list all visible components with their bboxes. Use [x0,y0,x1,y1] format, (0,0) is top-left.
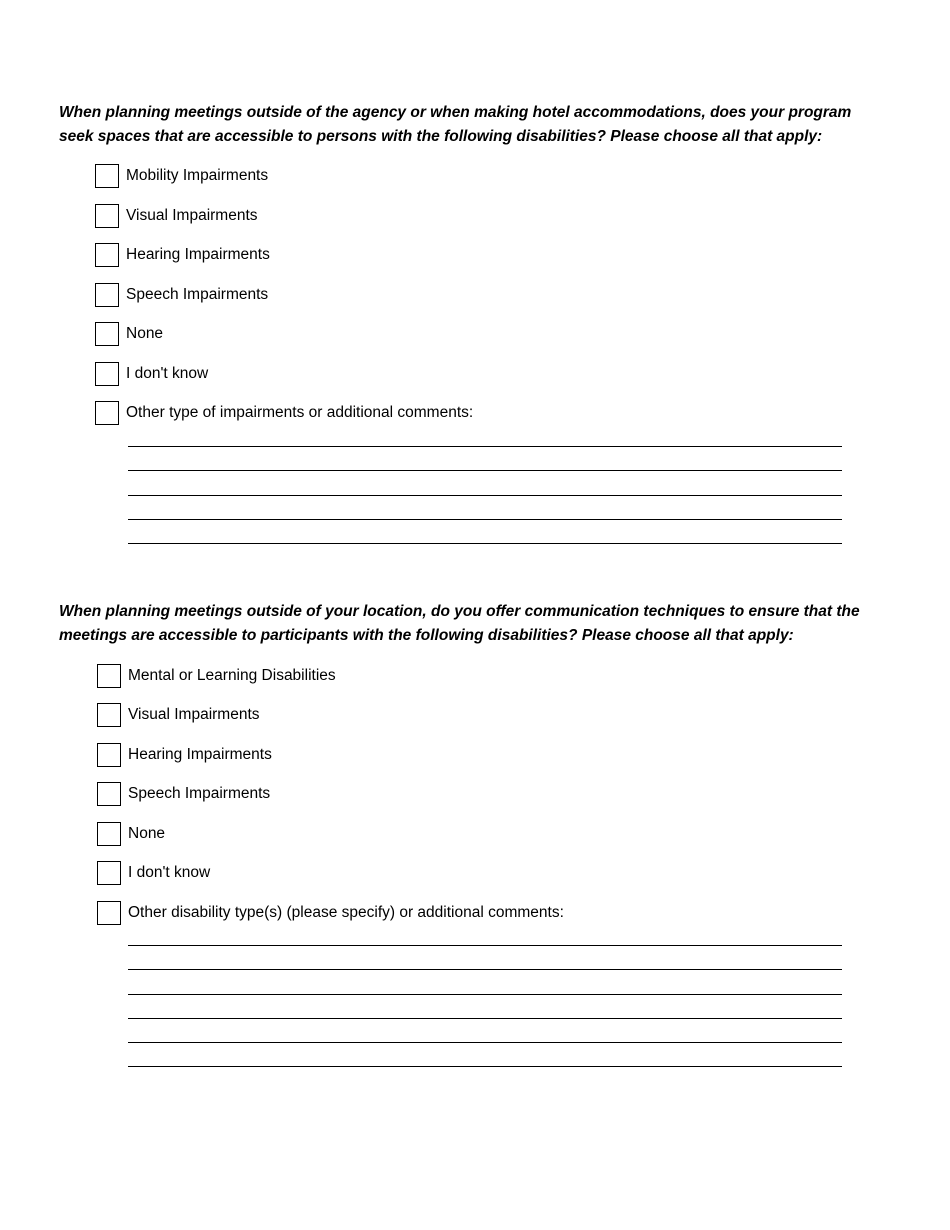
option-hearing-impairments[interactable] [95,241,270,268]
option-visual-impairments[interactable] [97,701,260,728]
option-label: Visual Impairments [126,206,258,224]
option-hearing-impairments[interactable] [97,741,272,768]
comment-line[interactable] [128,946,842,970]
option-label: I don't know [128,863,211,881]
comment-lines-1[interactable] [128,423,842,544]
question-1-text: When planning meetings outside of the agency or when making hotel accommodations, does your program seek spaces that are accessible to persons with the following disabilities? Please choose all that apply: [59,104,852,145]
checkbox[interactable] [95,362,119,386]
option-label: Mental or Learning Disabilities [128,666,336,684]
option-none[interactable] [97,820,165,847]
comment-line[interactable] [128,1019,842,1043]
option-label: Other type of impairments or additional comments: [126,403,474,421]
option-none[interactable] [95,320,163,347]
comment-line[interactable] [128,520,842,544]
comment-line[interactable] [128,970,842,994]
option-mental-learning-disabilities[interactable] [97,662,336,689]
checkbox[interactable] [97,901,121,925]
option-label: Hearing Impairments [128,745,272,763]
question-2-text: When planning meetings outside of your location, do you offer communication techniques to ensure that the meetings are accessible to participants with the following disabilities? Please choose all that apply: [59,603,860,644]
option-label: Speech Impairments [128,784,271,802]
option-label: None [126,324,164,342]
option-speech-impairments[interactable] [97,780,270,807]
option-mobility-impairments[interactable] [95,162,268,189]
comment-line[interactable] [128,995,842,1019]
comment-line[interactable] [128,1043,842,1067]
comment-line[interactable] [128,447,842,471]
option-other[interactable] [95,399,473,426]
checkbox[interactable] [95,401,119,425]
checkbox[interactable] [97,703,121,727]
checkbox[interactable] [95,283,119,307]
option-label: None [128,824,166,842]
option-visual-impairments[interactable] [95,202,258,229]
option-label: Visual Impairments [128,705,260,723]
checkbox[interactable] [97,861,121,885]
option-speech-impairments[interactable] [95,281,268,308]
checkbox[interactable] [95,322,119,346]
option-label: Hearing Impairments [126,245,270,263]
option-label: I don't know [126,364,209,382]
comment-line[interactable] [128,423,842,447]
option-dont-know[interactable] [97,859,210,886]
option-label: Mobility Impairments [126,166,269,184]
comment-line[interactable] [128,496,842,520]
option-label: Speech Impairments [126,285,269,303]
checkbox[interactable] [97,743,121,767]
option-dont-know[interactable] [95,360,208,387]
comment-line[interactable] [128,922,842,946]
checkbox[interactable] [97,664,121,688]
checkbox[interactable] [95,164,119,188]
comment-lines-2[interactable] [128,922,842,1067]
comment-line[interactable] [128,471,842,495]
checkbox[interactable] [97,822,121,846]
option-label: Other disability type(s) (please specify) or additional comments: [128,903,564,921]
checkbox[interactable] [95,204,119,228]
checkbox[interactable] [97,782,121,806]
checkbox[interactable] [95,243,119,267]
